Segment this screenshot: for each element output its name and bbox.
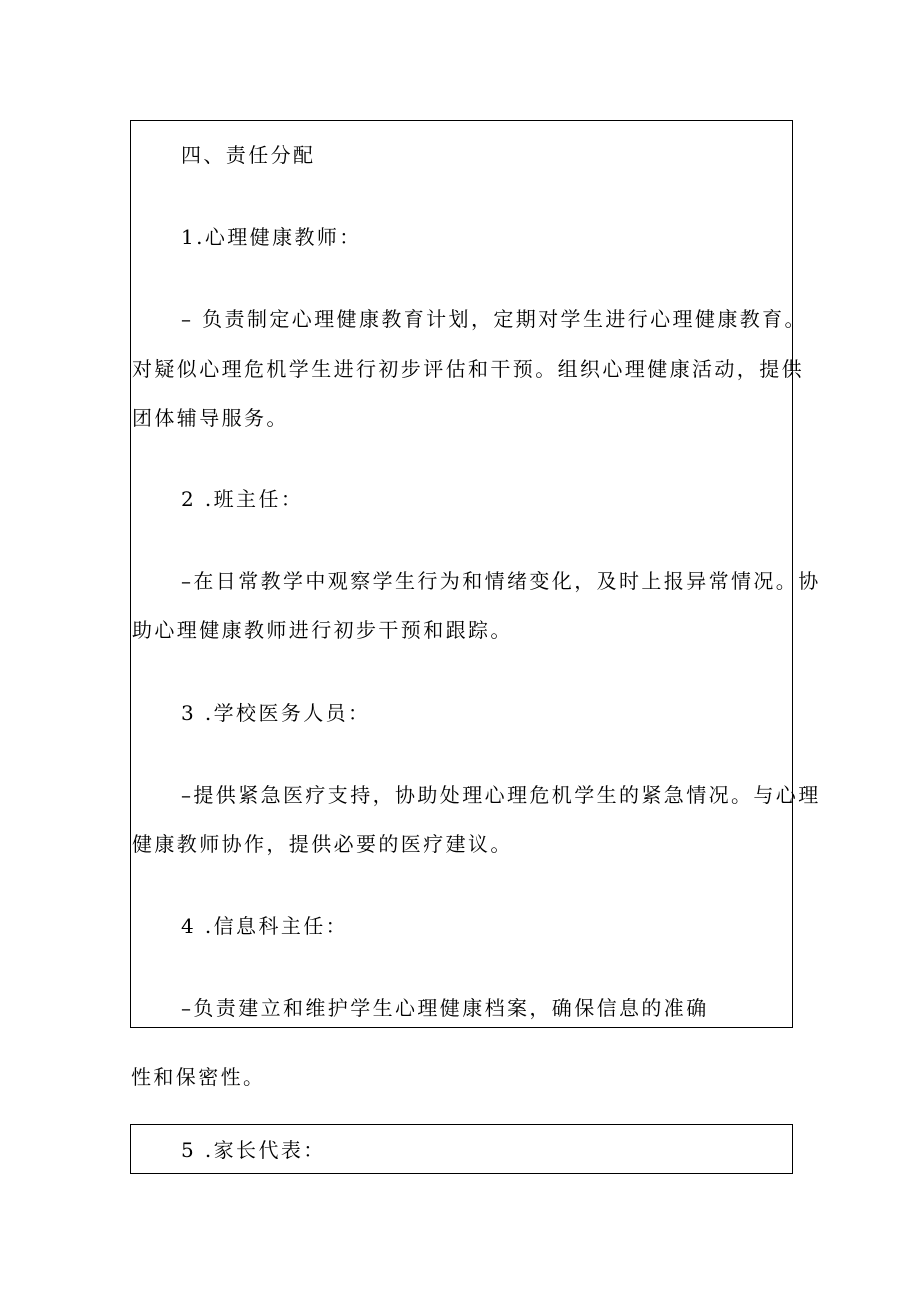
role-heading-medical-staff: 3 .学校医务人员： <box>181 701 371 725</box>
role-text-line: 健康教师协作，提供必要的医疗建议。 <box>132 832 513 856</box>
section-title: 四、责任分配 <box>181 143 316 167</box>
role-text-line: 对疑似心理危机学生进行初步评估和干预。组织心理健康活动，提供 <box>132 357 804 381</box>
content-frame-next <box>130 1124 793 1174</box>
continuation-text: 性和保密性。 <box>131 1065 266 1089</box>
role-heading-psych-teacher: 1.心理健康教师： <box>181 225 362 249</box>
role-text-line: –在日常教学中观察学生行为和情绪变化，及时上报异常情况。协 <box>181 569 821 593</box>
role-text-line: –提供紧急医疗支持，协助处理心理危机学生的紧急情况。与心理 <box>181 783 821 807</box>
role-text-line: – 负责制定心理健康教育计划，定期对学生进行心理健康教育。 <box>181 307 807 331</box>
role-heading-parent-rep: 5 .家长代表： <box>181 1138 326 1162</box>
role-text-line: –负责建立和维护学生心理健康档案，确保信息的准确 <box>181 996 709 1020</box>
role-text-line: 团体辅导服务。 <box>132 406 289 430</box>
content-frame-main <box>130 120 821 1028</box>
role-text-line: 助心理健康教师进行初步干预和跟踪。 <box>132 618 513 642</box>
role-heading-class-teacher: 2 .班主任： <box>181 487 304 511</box>
role-heading-info-director: 4 .信息科主任： <box>181 914 349 938</box>
